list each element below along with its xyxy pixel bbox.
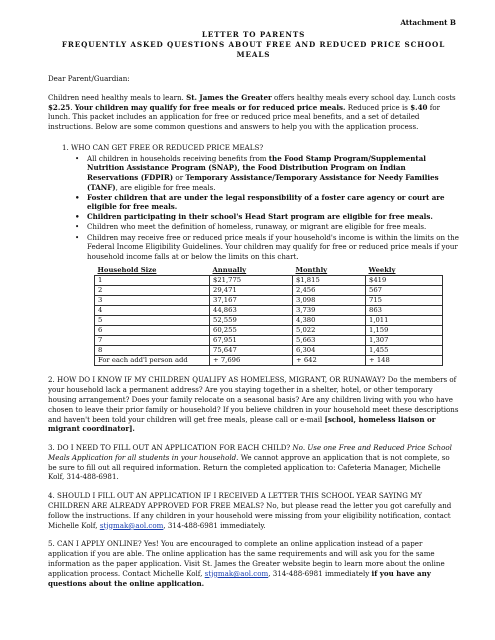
table-cell: 4: [95, 306, 210, 316]
table-cell: 5,663: [293, 336, 366, 346]
table-cell: 715: [366, 296, 443, 306]
question-4: [48, 491, 459, 530]
question-5-bold: if you have any questions about the online application.: [48, 568, 431, 588]
column-header: Annually: [210, 266, 293, 276]
school-name: St. James the Greater: [186, 92, 272, 102]
table-cell: 29,471: [210, 286, 293, 296]
table-header-row: [95, 266, 443, 276]
bullet-text: All children in households receiving benefits from: [87, 153, 267, 163]
table-cell: + 148: [366, 356, 443, 366]
intro-text-2: offers healthy meals every school day. Lunch costs: [273, 92, 456, 102]
bullet-text: , are eligible for free meals.: [115, 182, 216, 192]
column-header: Household Size: [95, 266, 210, 276]
table-row: [95, 326, 443, 336]
bullet-text: Children participating in their school's Head Start program are eligible for free meals.: [87, 212, 433, 222]
table-cell: 1,159: [366, 326, 443, 336]
greeting: Dear Parent/Guardian:: [48, 74, 130, 83]
page-title: [48, 30, 459, 60]
bullet-icon: •: [75, 212, 80, 222]
table-cell: 75,647: [210, 346, 293, 356]
table-cell: 863: [366, 306, 443, 316]
table-cell: 4,380: [293, 316, 366, 326]
table-row: [95, 316, 443, 326]
list-item: [75, 222, 459, 232]
intro-text-4: Reduced price is: [347, 102, 408, 112]
eligibility-list: [75, 154, 459, 262]
intro-text-5: for lunch. This packet includes an application for free or reduced price meal benefits, and a set of detailed instructions. Below are some common questions and answers to help you with the application process.: [48, 102, 441, 132]
column-header: Monthly: [293, 266, 366, 276]
question-5-text: 5. CAN I APPLY ONLINE? Yes! You are encouraged to complete an online application instead of a paper application if you are able. The online application has the same requirements and will ask you for the same information as the paper application. Visit St. James the Greater website begin to learn more about the online application process. Contact Michelle Kolf,: [48, 539, 445, 578]
table-row: [95, 286, 443, 296]
question-2: [48, 375, 459, 434]
table-body: [95, 276, 443, 366]
table-cell: $419: [366, 276, 443, 286]
list-item: [75, 193, 459, 212]
table-row: [95, 356, 443, 366]
table-cell: 2,456: [293, 286, 366, 296]
question-4-text-2: , 314-488-6981 immediately.: [163, 520, 266, 530]
question-2-contact: [school, homeless liaison or migrant coordinator].: [48, 414, 436, 434]
table-cell: + 642: [293, 356, 366, 366]
table-cell: 5,022: [293, 326, 366, 336]
table-cell: 44,863: [210, 306, 293, 316]
list-item: [75, 154, 459, 192]
bullet-icon: •: [75, 153, 80, 163]
reduced-cost: $.40: [410, 102, 428, 112]
list-item: [75, 212, 459, 222]
question-5-text-2: , 314-488-6981 immediately: [268, 568, 370, 578]
list-item: [75, 233, 459, 262]
question-5: [48, 539, 459, 588]
column-header: Weekly: [366, 266, 443, 276]
table-cell: 3: [95, 296, 210, 306]
table-cell: 60,255: [210, 326, 293, 336]
bullet-icon: •: [75, 232, 80, 242]
table-cell: 567: [366, 286, 443, 296]
table-cell: + 7,696: [210, 356, 293, 366]
title-line-2: FREQUENTLY ASKED QUESTIONS ABOUT FREE AND REDUCED PRICE SCHOOL: [61, 40, 446, 49]
question-3-text-2: We cannot approve an application that is not complete, so be sure to fill out all required information. Return the completed application to: Cafeteria Manager, Michelle Kolf, 314-488-6981.: [48, 452, 450, 482]
table-cell: 2: [95, 286, 210, 296]
table-row: [95, 276, 443, 286]
question-3: [48, 443, 459, 482]
table-cell: 1,011: [366, 316, 443, 326]
lunch-cost: $2.25: [48, 102, 71, 112]
bullet-text: Children who meet the definition of homeless, runaway, or migrant are eligible for free meals.: [87, 222, 427, 232]
table-cell: 7: [95, 336, 210, 346]
table-cell: 6,304: [293, 346, 366, 356]
email-link[interactable]: stjgmak@aol.com: [99, 520, 164, 530]
email-link[interactable]: stjgmak@aol.com: [204, 568, 269, 578]
table-cell: 3,739: [293, 306, 366, 316]
bullet-bold-tanf: Temporary Assistance/Temporary Assistance for Needy Families (TANF): [87, 172, 439, 192]
table-cell: $1,815: [293, 276, 366, 286]
income-eligibility-table: [94, 266, 443, 366]
bullet-icon: •: [75, 192, 80, 202]
table-row: [95, 296, 443, 306]
table-cell: 8: [95, 346, 210, 356]
table-cell: 1,307: [366, 336, 443, 346]
title-line-1: LETTER TO PARENTS: [201, 30, 306, 39]
bullet-text: or: [175, 172, 184, 182]
question-2-text: 2. HOW DO I KNOW IF MY CHILDREN QUALIFY AS HOMELESS, MIGRANT, OR RUNAWAY? Do the members of your household lack a permanent address? Are you staying together in a shelter, hotel, or other temporary housing arrangement? Does your family relocate on a seasonal basis? Are any children living with you who have chosen to leave their prior family or household? If you believe children in your household meet these descriptions and haven't been told your children will get free meals, please call or e-mail: [48, 375, 459, 424]
table-cell: 1,455: [366, 346, 443, 356]
table-row: [95, 306, 443, 316]
bullet-text: Children may receive free or reduced price meals if your household's income is within the limits on the Federal Income Eligibility Guidelines. Your children may qualify for free or reduced price meals if your household income falls at or below the limits on this chart.: [87, 232, 459, 261]
intro-paragraph: Children need healthy meals to learn. St. James the Greater offers healthy meals every school day. Lunch costs $2.25. Your children may qualify for free meals or for reduced price meals. Reduced price is $.40 for lunch. This packet includes an application for free or reduced price meal benefits, and a set of detailed instructions. Below are some common questions and answers to help you with the application process.: [48, 92, 456, 132]
table-row: [95, 336, 443, 346]
table-cell: 1: [95, 276, 210, 286]
question-4-text: 4. SHOULD I FILL OUT AN APPLICATION IF I RECEIVED A LETTER THIS SCHOOL YEAR SAYING MY CHILDREN ARE ALREADY APPROVED FOR FREE MEALS? No, but please read the letter you got carefully and follow the instructions. If any children in your household were missing from your eligibility notification, contact Michelle Kolf,: [48, 491, 452, 530]
bullet-icon: •: [75, 222, 80, 232]
table-cell: 6: [95, 326, 210, 336]
bullet-text: Foster children that are under the legal responsibility of a foster care agency or court are eligible for free meals.: [87, 192, 445, 212]
intro-text-1: Children need healthy meals to learn.: [48, 92, 184, 102]
table-cell: For each add'l person add: [95, 356, 210, 366]
question-3-italic: No. Use one Free and Reduced Price School Meals Application for all students in your household.: [48, 443, 452, 462]
table-row: [95, 346, 443, 356]
attachment-label: Attachment B: [400, 18, 456, 27]
title-line-3: MEALS: [236, 50, 271, 59]
table-cell: 67,951: [210, 336, 293, 346]
table-cell: $21,775: [210, 276, 293, 286]
table-cell: 37,167: [210, 296, 293, 306]
table-cell: 5: [95, 316, 210, 326]
question-1: 1. WHO CAN GET FREE OR REDUCED PRICE MEALS?: [62, 142, 264, 152]
table-cell: 52,559: [210, 316, 293, 326]
table-cell: 3,098: [293, 296, 366, 306]
question-3-text: 3. DO I NEED TO FILL OUT AN APPLICATION FOR EACH CHILD?: [48, 443, 291, 453]
bullet-bold-programs: the Food Stamp Program/Supplemental Nutrition Assistance Program (SNAP), the Food Distribution Program on Indian Reservations (FDPIR): [87, 153, 427, 182]
intro-qualify-text: Your children may qualify for free meals or for reduced price meals.: [74, 102, 346, 112]
